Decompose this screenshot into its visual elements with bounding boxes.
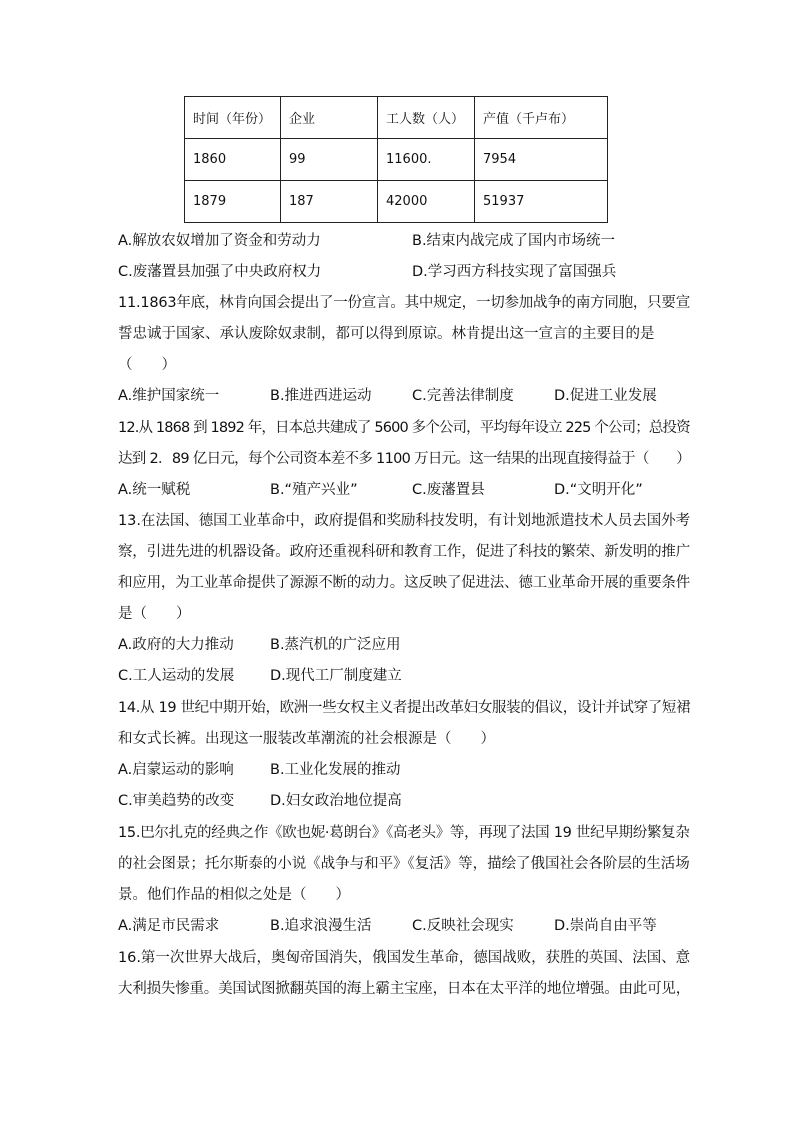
table-cell: 7954 bbox=[475, 139, 608, 181]
q13-stem-line: 察，引进先进的机器设备。政府还重视科研和教育工作，促进了科技的繁荣、新发明的推广 bbox=[118, 544, 690, 560]
q16-stem-line: 16.第一次世界大战后，奥匈帝国消失，俄国发生革命，德国战败，获胜的英国、法国、意 bbox=[118, 950, 691, 966]
q14-option-a: A.启蒙运动的影响 bbox=[118, 762, 234, 778]
q10-option-b: B.结束内战完成了国内市场统一 bbox=[412, 233, 616, 249]
q10-option-c: C.废藩置县加强了中央政府权力 bbox=[118, 264, 322, 280]
q11-stem-line: 11.1863年底，林肯向国会提出了一份宣言。其中规定，一切参加战争的南方同胞，只要宣 bbox=[118, 295, 690, 311]
q15-option-c: C.反映社会现实 bbox=[412, 918, 514, 934]
q13-option-d: D.现代工厂制度建立 bbox=[270, 668, 402, 684]
data-table bbox=[184, 96, 608, 223]
table-cell: 187 bbox=[281, 181, 378, 223]
q11-option-d: D.促进工业发展 bbox=[554, 388, 657, 404]
q14-option-b: B.工业化发展的推动 bbox=[270, 762, 401, 778]
table-row bbox=[185, 139, 608, 181]
table-cell: 51937 bbox=[475, 181, 608, 223]
q13-stem-line: 和应用，为工业革命提供了源源不断的动力。这反映了促进法、德工业革命开展的重要条件 bbox=[118, 575, 690, 591]
q14-option-c: C.审美趋势的改变 bbox=[118, 793, 235, 809]
table-cell: 99 bbox=[281, 139, 378, 181]
q12-option-c: C.废藩置县 bbox=[412, 482, 485, 498]
q11-option-b: B.推进西进运动 bbox=[270, 388, 372, 404]
q15-stem-line: 15.巴尔扎克的经典之作《欧也妮·葛朗台》《高老头》等，再现了法国 19 世纪早期纷繁复杂 bbox=[118, 825, 690, 841]
q11-stem-line: 誓忠诚于国家、承认废除奴隶制，都可以得到原谅。林肯提出这一宣言的主要目的是 bbox=[118, 326, 655, 342]
q10-option-d: D.学习西方科技实现了富国强兵 bbox=[412, 264, 617, 280]
table-header-row bbox=[185, 97, 608, 139]
table-header-cell: 企业 bbox=[281, 97, 378, 139]
q15-stem-line: 景。他们作品的相似之处是（ ） bbox=[118, 887, 350, 903]
table-header-cell: 产值（千卢布） bbox=[475, 97, 608, 139]
q14-stem-line: 14.从 19 世纪中期开始，欧洲一些女权主义者提出改革妇女服装的倡议，设计并试穿了短裙 bbox=[118, 700, 691, 716]
q14-option-d: D.妇女政治地位提高 bbox=[270, 793, 402, 809]
table-header-cell: 时间（年份） bbox=[185, 97, 281, 139]
q12-stem-line: 达到 2．89 亿日元，每个公司资本差不多 1100 万日元。这一结果的出现直接得益于（ ） bbox=[118, 451, 691, 467]
q15-stem-line: 的社会图景；托尔斯泰的小说《战争与和平》《复活》等，描绘了俄国社会各阶层的生活场 bbox=[118, 856, 690, 872]
q15-option-a: A.满足市民需求 bbox=[118, 918, 220, 934]
q13-stem-line: 13.在法国、德国工业革命中，政府提倡和奖励科技发明，有计划地派遣技术人员去国外考 bbox=[118, 513, 691, 529]
q15-option-d: D.崇尚自由平等 bbox=[554, 918, 657, 934]
q12-option-a: A.统一赋税 bbox=[118, 482, 191, 498]
q12-option-b: B.“殖产兴业” bbox=[270, 482, 358, 498]
table-cell: 42000 bbox=[378, 181, 475, 223]
q11-option-c: C.完善法律制度 bbox=[412, 388, 514, 404]
table-cell: 1860 bbox=[185, 139, 281, 181]
q13-stem-line: 是（ ） bbox=[118, 606, 191, 622]
q15-option-b: B.追求浪漫生活 bbox=[270, 918, 372, 934]
q10-option-a: A.解放农奴增加了资金和劳动力 bbox=[118, 233, 321, 249]
table-cell: 1879 bbox=[185, 181, 281, 223]
q11-option-a: A.维护国家统一 bbox=[118, 388, 220, 404]
q11-stem-line: （ ） bbox=[118, 357, 176, 373]
q13-option-b: B.蒸汽机的广泛应用 bbox=[270, 637, 401, 653]
q12-option-d: D.“文明开化” bbox=[554, 482, 643, 498]
q12-stem-line: 12.从 1868 到 1892 年，日本总共建成了 5600 多个公司，平均每年设立 225 个公司；总投资 bbox=[118, 420, 690, 436]
table-header-cell: 工人数（人） bbox=[378, 97, 475, 139]
table-cell: 11600. bbox=[378, 139, 475, 181]
q16-stem-line: 大利损失惨重。美国试图掀翻英国的海上霸主宝座，日本在太平洋的地位增强。由此可见， bbox=[118, 981, 690, 997]
table-row bbox=[185, 181, 608, 223]
q13-option-a: A.政府的大力推动 bbox=[118, 637, 234, 653]
q14-stem-line: 和女式长裤。出现这一服装改革潮流的社会根源是（ ） bbox=[118, 731, 495, 747]
q13-option-c: C.工人运动的发展 bbox=[118, 668, 235, 684]
